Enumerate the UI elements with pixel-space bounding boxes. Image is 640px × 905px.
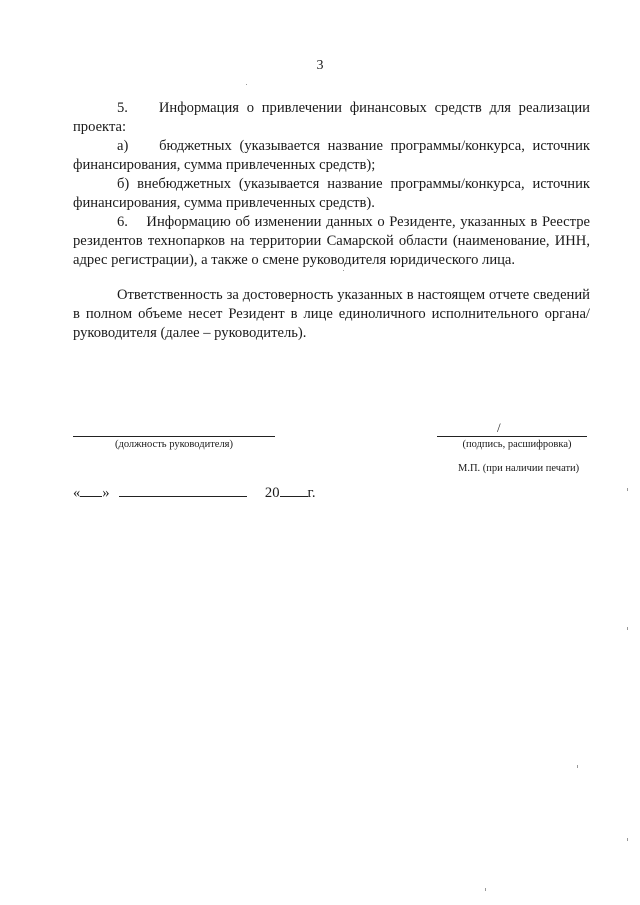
date-row xyxy=(73,484,316,502)
item-6-paragraph: 6. Информацию об изменении данных о Резиденте, указанных в Реестре резидентов технопарков на территории Самарской области (наименование, ИНН, адрес регистрации), а также о смене руководителя юридического лица. xyxy=(73,214,590,268)
signature-caption: (подпись, расшифровка) xyxy=(462,439,572,450)
date-close-quote: » xyxy=(102,485,110,501)
scan-speck xyxy=(627,627,628,630)
scan-speck xyxy=(485,888,486,891)
day-blank xyxy=(80,484,102,497)
month-blank xyxy=(119,484,247,497)
stamp-note: М.П. (при наличии печати) xyxy=(458,463,580,474)
funding-items-section xyxy=(73,99,590,270)
scan-speck xyxy=(246,84,247,85)
position-caption: (должность руководителя) xyxy=(114,439,234,450)
scan-speck xyxy=(627,838,628,841)
date-open-quote: « xyxy=(73,485,81,501)
signature-slash: / xyxy=(497,420,501,435)
scan-speck xyxy=(343,270,344,271)
year-blank xyxy=(280,484,308,497)
scan-speck xyxy=(627,488,628,491)
item-5b-paragraph: б) внебюджетных (указывается название программы/конкурса, источник финансирования, сумма привлеченных средств). xyxy=(73,176,590,211)
position-line xyxy=(73,436,275,437)
year-prefix: 20 xyxy=(264,485,280,501)
responsibility-paragraph: Ответственность за достоверность указанных в настоящем отчете сведений в полном объеме несет Резидент в лице единоличного исполнительного органа/руководителя (далее – руководитель). xyxy=(73,287,590,341)
item-5a-paragraph: а) бюджетных (указывается название программы/конкурса, источник финансирования, сумма привлеченных средств); xyxy=(73,138,590,173)
signature-line xyxy=(437,436,587,437)
scan-speck xyxy=(577,765,578,768)
page-number: 3 xyxy=(316,58,324,73)
item-5-paragraph: 5. Информация о привлечении финансовых средств для реализации проекта: xyxy=(73,100,590,135)
responsibility-section xyxy=(73,286,590,343)
year-suffix: г. xyxy=(307,485,316,501)
